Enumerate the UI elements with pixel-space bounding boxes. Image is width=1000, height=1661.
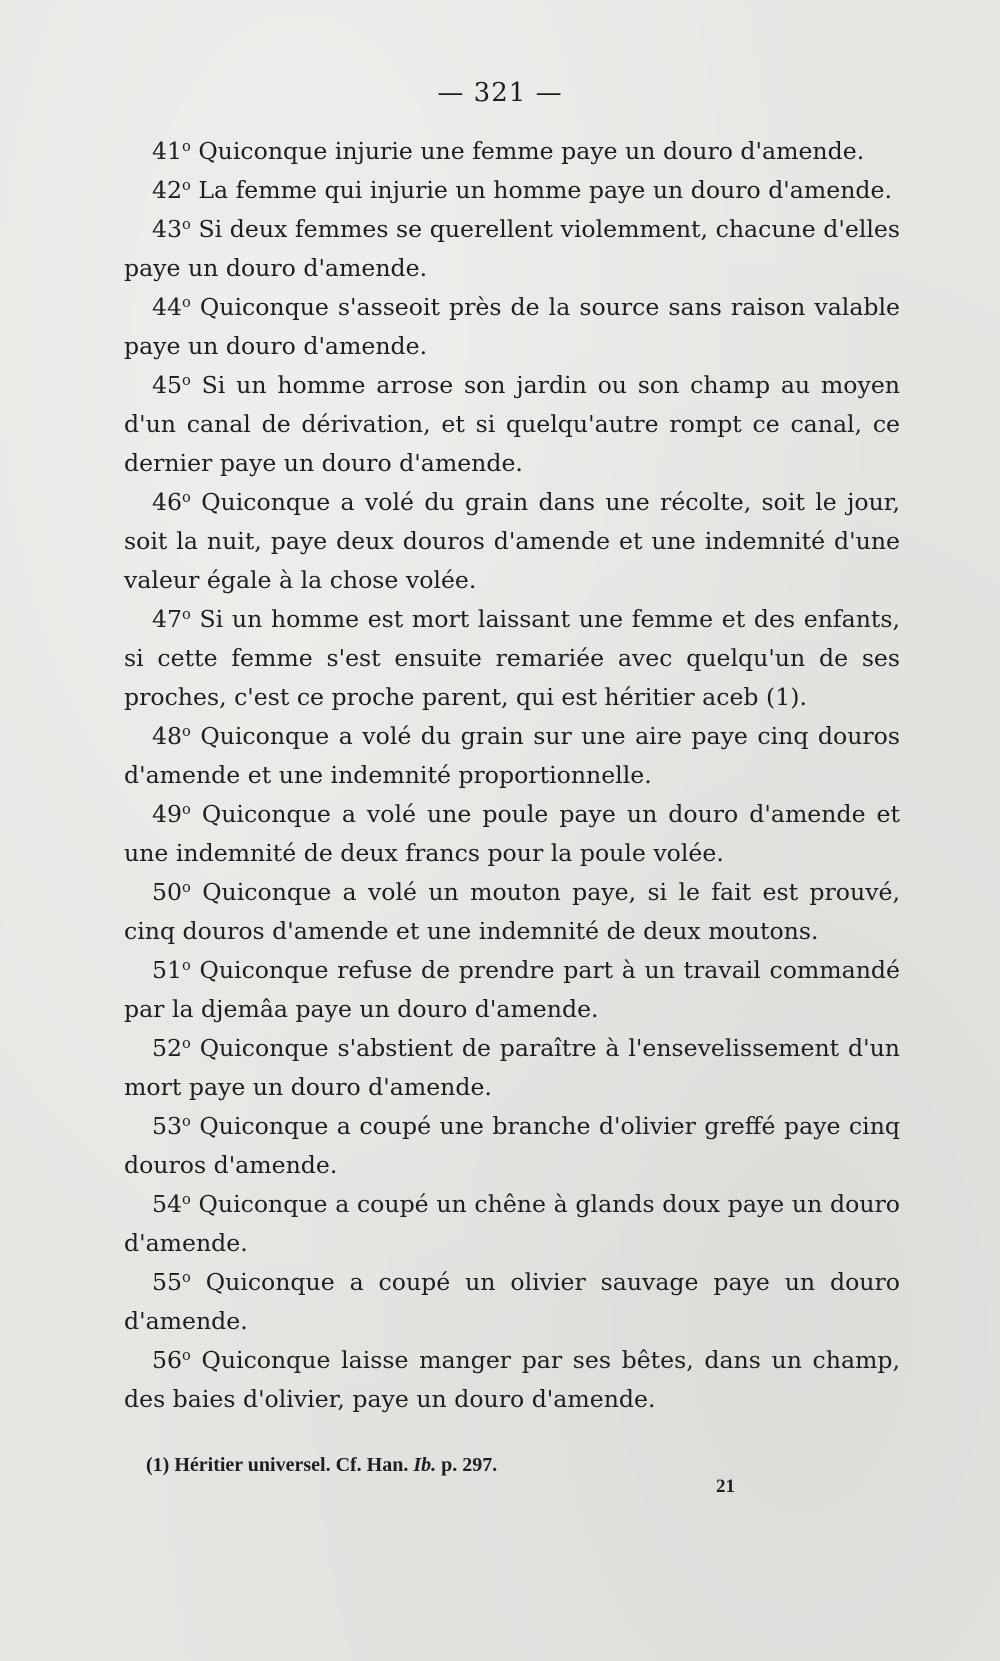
article-text: Quiconque s'abstient de paraître à l'ensevelissement d'un mort paye un douro d'amende. (124, 1034, 900, 1101)
article-52 (124, 1029, 900, 1107)
article-number: 46$^o$ (152, 488, 191, 516)
article-number: 56$^o$ (152, 1346, 191, 1374)
article-44 (124, 288, 900, 366)
article-list (124, 132, 900, 1419)
footnote-ibid: Ib. (413, 1454, 437, 1476)
article-number: 48$^o$ (152, 722, 191, 750)
article-number: 45$^o$ (152, 371, 191, 399)
article-number: 52$^o$ (152, 1034, 191, 1062)
article-50 (124, 873, 900, 951)
article-number: 55$^o$ (152, 1268, 191, 1296)
footnote-text: Héritier universel. Cf. Han. (169, 1454, 414, 1476)
article-47 (124, 600, 900, 717)
article-text: Quiconque a volé du grain dans une récolte, soit le jour, soit la nuit, paye deux douros d'amende et une indemnité d'une valeur égale à la chose volée. (124, 488, 900, 594)
article-text: La femme qui injurie un homme paye un douro d'amende. (190, 176, 892, 204)
article-53 (124, 1107, 900, 1185)
article-text: Quiconque s'asseoit près de la source sans raison valable paye un douro d'amende. (124, 293, 900, 360)
article-55 (124, 1263, 900, 1341)
article-number: 53$^o$ (152, 1112, 191, 1140)
article-45 (124, 366, 900, 483)
article-text: Si deux femmes se querellent violemment, chacune d'elles paye un douro d'amende. (124, 215, 900, 282)
article-number: 41$^o$ (152, 137, 191, 165)
article-54 (124, 1185, 900, 1263)
footnote-page: p. 297. (436, 1454, 498, 1476)
article-48 (124, 717, 900, 795)
article-text: Si un homme est mort laissant une femme et des enfants, si cette femme s'est ensuite remariée avec quelqu'un de ses proches, c'est ce proche parent, qui est héritier aceb (1). (124, 605, 900, 711)
article-46 (124, 483, 900, 600)
article-number: 51$^o$ (152, 956, 191, 984)
article-41 (124, 132, 900, 171)
article-text: Quiconque a coupé un olivier sauvage paye un douro d'amende. (124, 1268, 900, 1335)
footnote (146, 1454, 497, 1477)
article-number: 44$^o$ (152, 293, 191, 321)
article-text: Quiconque a coupé une branche d'olivier greffé paye cinq douros d'amende. (124, 1112, 900, 1179)
article-51 (124, 951, 900, 1029)
article-number: 50$^o$ (152, 878, 191, 906)
article-text: Quiconque injurie une femme paye un douro d'amende. (190, 137, 865, 165)
page-number: — 321 — (437, 78, 563, 108)
article-text: Quiconque refuse de prendre part à un travail commandé par la djemâa paye un douro d'amende. (124, 956, 900, 1023)
footnote-marker: (1) (146, 1454, 170, 1476)
article-text: Quiconque a volé du grain sur une aire paye cinq douros d'amende et une indemnité proportionnelle. (124, 722, 900, 789)
article-text: Quiconque a volé un mouton paye, si le fait est prouvé, cinq douros d'amende et une indemnité de deux moutons. (124, 878, 900, 945)
article-number: 49$^o$ (152, 800, 191, 828)
article-text: Quiconque a coupé un chêne à glands doux paye un douro d'amende. (124, 1190, 900, 1257)
article-number: 42$^o$ (152, 176, 191, 204)
article-42 (124, 171, 900, 210)
article-number: 54$^o$ (152, 1190, 191, 1218)
article-56 (124, 1341, 900, 1419)
signature-mark: 21 (716, 1476, 735, 1497)
article-text: Si un homme arrose son jardin ou son champ au moyen d'un canal de dérivation, et si quelqu'autre rompt ce canal, ce dernier paye un douro d'amende. (124, 371, 900, 477)
article-number: 43$^o$ (152, 215, 191, 243)
article-text: Quiconque laisse manger par ses bêtes, dans un champ, des baies d'olivier, paye un douro d'amende. (124, 1346, 900, 1413)
article-49 (124, 795, 900, 873)
article-43 (124, 210, 900, 288)
article-number: 47$^o$ (152, 605, 191, 633)
article-text: Quiconque a volé une poule paye un douro d'amende et une indemnité de deux francs pour la poule volée. (124, 800, 900, 867)
